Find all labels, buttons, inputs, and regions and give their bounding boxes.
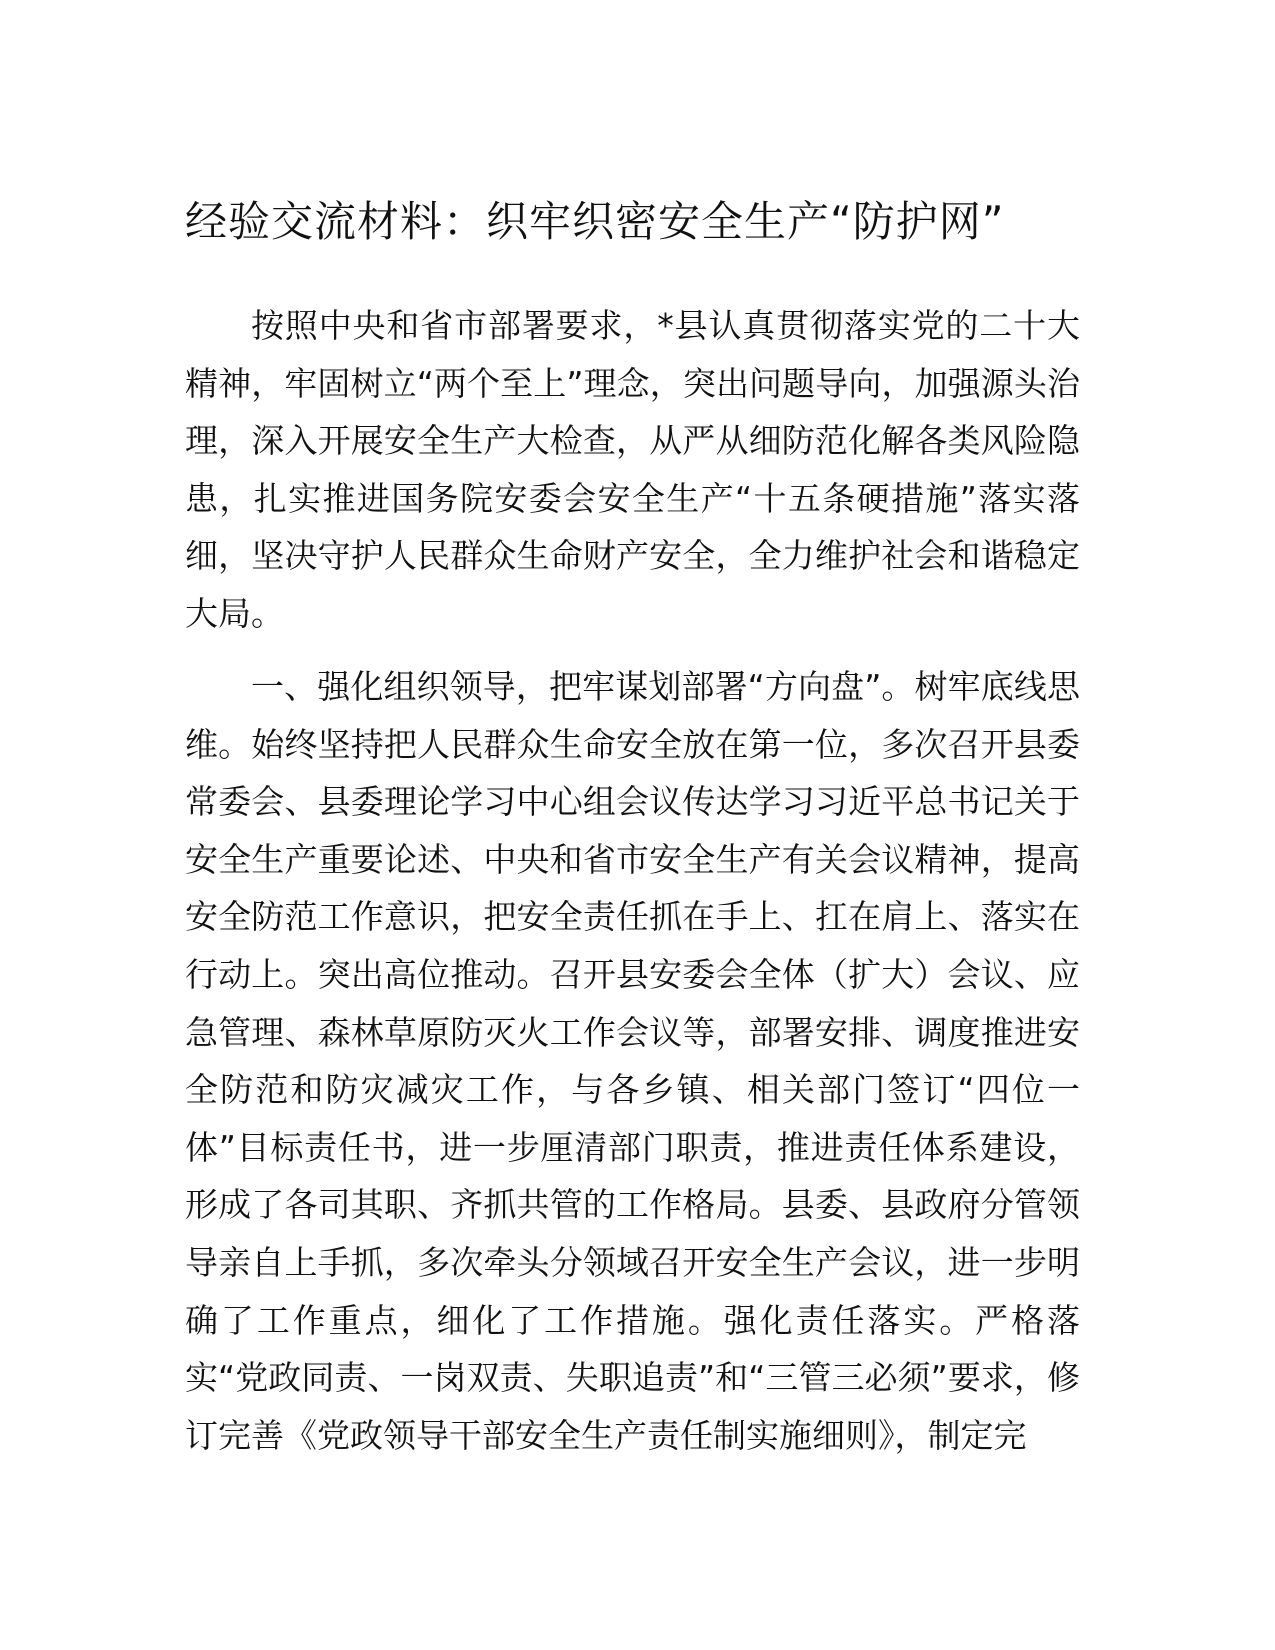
document-title: 经验交流材料：织牢织密安全生产“防护网” [185, 197, 1005, 246]
paragraph-intro: 按照中央和省市部署要求，*县认真贯彻落实党的二十大精神，牢固树立“两个至上”理念，突出问题导向，加强源头治理，深入开展安全生产大检查，从严从细防范化解各类风险隐患，扎实推进国务院安委会安全生产“十五条硬措施”落实落细，坚决守护人民群众生命财产安全，全力维护社会和谐稳定大局。 [185, 306, 1080, 633]
paragraph-section-one: 一、强化组织领导，把牢谋划部署“方向盘”。树牢底线思维。始终坚持把人民群众生命安全放在第一位，多次召开县委常委会、县委理论学习中心组会议传达学习习近平总书记关于安全生产重要论述、中央和省市安全生产有关会议精神，提高安全防范工作意识，把安全责任抓在手上、扛在肩上、落实在行动上。突出高位推动。召开县安委会全体（扩大）会议、应急管理、森林草原防灭火工作会议等，部署安排、调度推进安全防范和防灾减灾工作，与各乡镇、相关部门签订“四位一体”目标责任书，进一步厘清部门职责，推进责任体系建设，形成了各司其职、齐抓共管的工作格局。县委、县政府分管领导亲自上手抓，多次牵头分领域召开安全生产会议，进一步明确了工作重点，细化了工作措施。强化责任落实。严格落实“党政同责、一岗双责、失职追责”和“三管三必须”要求，修订完善《党政领导干部安全生产责任制实施细则》，制定完 [185, 667, 1080, 1455]
